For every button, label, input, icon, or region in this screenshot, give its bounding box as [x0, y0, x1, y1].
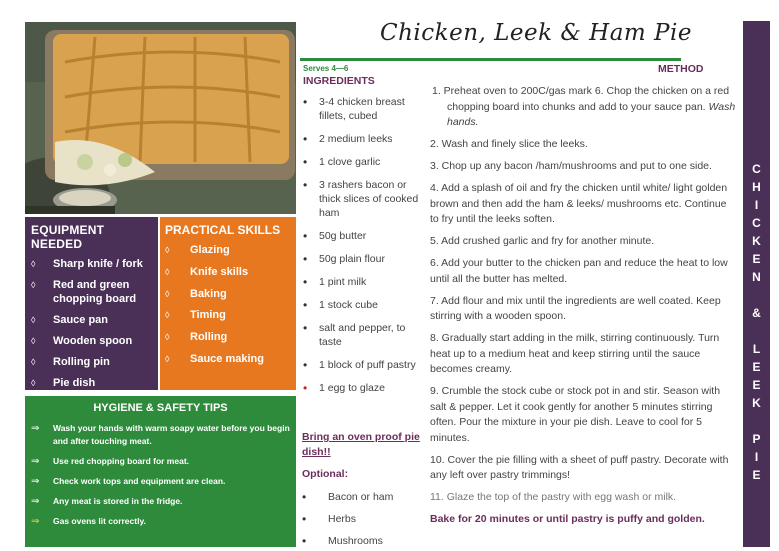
method-step: 4. Add a splash of oil and fry the chicken until white/ light golden brown and then add the ham & leeks/ mushrooms etc. Continue to fry until the leeks soften.: [430, 182, 728, 225]
list-item: ◊ Sharp knife / fork: [31, 257, 154, 271]
list-item: • 2 medium leeks: [303, 132, 421, 146]
banner-text: [743, 160, 770, 484]
step-text: 1. Preheat oven to 200C/gas mark 6. Chop the chicken on a red chopping board into chunks and add to your sauce pan.: [432, 85, 730, 113]
list-item: • 1 block of puff pastry: [303, 358, 421, 372]
list-item: • 1 egg to glaze: [303, 381, 421, 395]
list-item: • 50g butter: [303, 229, 421, 243]
ingredients-list: [303, 95, 421, 404]
oven-note: Bring an oven proof pie dish!!: [302, 431, 420, 458]
list-item: • Herbs: [302, 512, 420, 526]
list-item: • 1 clove garlic: [303, 155, 421, 169]
banner-letter: K: [752, 396, 761, 410]
list-item: ◊ Knife skills: [165, 265, 292, 279]
list-item: • 3 rashers bacon or thick slices of cooked ham: [303, 178, 421, 220]
side-banner: [743, 21, 770, 547]
banner-letter: L: [752, 342, 761, 356]
list-item: ◊ Sauce pan: [31, 313, 154, 327]
method-step: 6. Add your butter to the chicken pan and reduce the heat to low until all the butter has melted.: [430, 257, 728, 285]
list-item: • 1 stock cube: [303, 298, 421, 312]
list-item: ◊ Pie dish: [31, 376, 154, 390]
banner-letter: E: [752, 252, 761, 266]
method-step: 9. Crumble the stock cube or stock pot in and stir. Season with salt & pepper. Let it cook gently for another 5 minutes stirring often. Pour the mixture in your pie dish. Leave to cool for 5 minutes.: [430, 385, 721, 444]
banner-letter: [743, 322, 770, 340]
method-step: [430, 84, 738, 131]
equipment-heading: EQUIPMENT NEEDED: [31, 223, 105, 251]
chicken-pie-photo: [25, 22, 296, 214]
method-step: 11. Glaze the top of the pastry with egg wash or milk.: [430, 491, 677, 503]
list-item: • Mushrooms: [302, 534, 420, 548]
method-step: 8. Gradually start adding in the milk, stirring continuously. Turn heat up to a medium heat and keep stirring until the sauce becomes creamy.: [430, 332, 720, 375]
banner-letter: [743, 412, 770, 430]
optional-list: [302, 490, 420, 551]
banner-letter: I: [754, 198, 759, 212]
method-step: 10. Cover the pie filling with a sheet of puff pastry. Decorate with any left over pastry trimmings!: [430, 453, 729, 481]
skills-heading: PRACTICAL SKILLS: [165, 223, 281, 237]
list-item: ◊ Rolling: [165, 330, 292, 344]
hygiene-panel: [25, 396, 296, 547]
list-item: ⇒ Gas ovens lit correctly.: [31, 515, 290, 528]
method-heading: METHOD: [658, 63, 704, 75]
banner-letter: E: [752, 378, 761, 392]
banner-letter: I: [754, 450, 759, 464]
list-item: ⇒ Any meat is stored in the fridge.: [31, 495, 290, 508]
banner-letter: H: [752, 180, 761, 194]
banner-letter: K: [752, 234, 761, 248]
list-item: ◊ Sauce making: [165, 352, 292, 366]
list-item: ◊ Wooden spoon: [31, 334, 154, 348]
banner-letter: C: [752, 162, 761, 176]
list-item: ◊ Rolling pin: [31, 355, 154, 369]
optional-heading: Optional:: [302, 468, 349, 480]
method-step: 2. Wash and finely slice the leeks.: [430, 138, 588, 150]
list-item: ◊ Glazing: [165, 243, 292, 257]
banner-letter: N: [752, 270, 761, 284]
list-item: • Bacon or ham: [302, 490, 420, 504]
list-item: ◊ Baking: [165, 287, 292, 301]
list-item: ◊ Timing: [165, 308, 292, 322]
method-step: 3. Chop up any bacon /ham/mushrooms and put to one side.: [430, 160, 712, 172]
skills-panel: [160, 217, 296, 390]
list-item: ⇒ Check work tops and equipment are clean.: [31, 475, 290, 488]
list-item: ⇒ Use red chopping board for meat.: [31, 455, 290, 468]
list-item: ⇒ Wash your hands with warm soapy water before you begin and after touching meat.: [31, 422, 290, 448]
page-title: Chicken, Leek & Ham Pie: [380, 20, 692, 46]
method-step: 5. Add crushed garlic and fry for another minute.: [430, 235, 655, 247]
banner-letter: E: [752, 360, 761, 374]
list-item: • salt and pepper, to taste: [303, 321, 421, 349]
method-final: Bake for 20 minutes or until pastry is puffy and golden.: [430, 513, 705, 525]
ingredients-heading: INGREDIENTS: [303, 75, 375, 87]
banner-letter: E: [752, 468, 761, 482]
method-steps: [430, 84, 738, 534]
equipment-panel: [25, 217, 158, 390]
banner-letter: P: [752, 432, 761, 446]
list-item: ◊ Red and green chopping board: [31, 278, 154, 306]
title-underline: [300, 58, 681, 61]
list-item: • 1 pint milk: [303, 275, 421, 289]
equipment-list: [25, 251, 158, 390]
serves-label: Serves 4—6: [303, 64, 349, 73]
banner-letter: [743, 286, 770, 304]
method-step: 7. Add flour and mix until the ingredients are well coated. Keep stirring with a wooden spoon.: [430, 294, 721, 322]
banner-letter: &: [752, 306, 761, 320]
list-item: • 3-4 chicken breast fillets, cubed: [303, 95, 421, 123]
hygiene-list: [25, 414, 296, 528]
skills-list: [160, 237, 296, 366]
step-emphasis: Wash hands.: [447, 100, 736, 128]
banner-letter: C: [752, 216, 761, 230]
list-item: • 50g plain flour: [303, 252, 421, 266]
hygiene-heading: HYGIENE & SAFETY TIPS: [93, 402, 228, 414]
